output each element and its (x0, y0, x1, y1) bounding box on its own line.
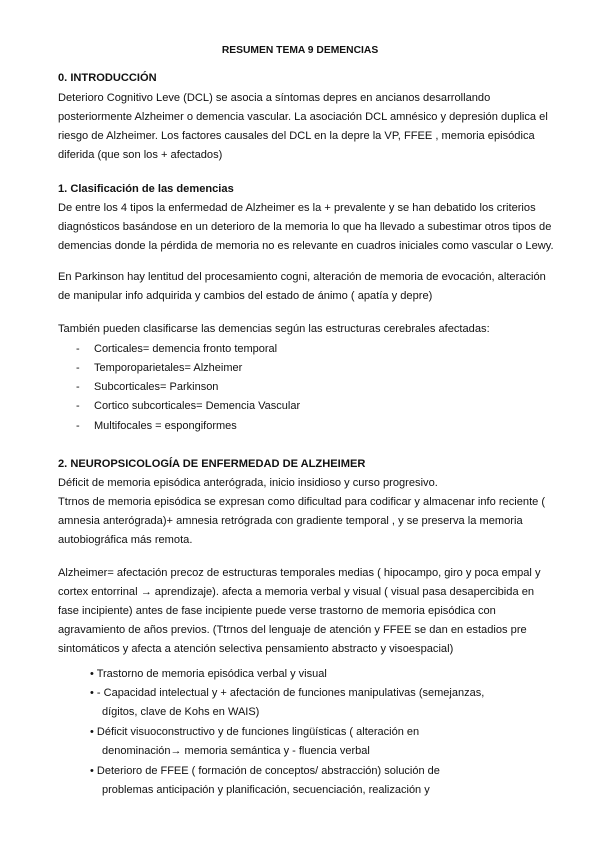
list-item: Cortico subcorticales= Demencia Vascular (94, 400, 301, 412)
list-item: Corticales= demencia fronto temporal (94, 343, 278, 355)
paragraph-line: Alzheimer= afectación precoz de estructuras temporales medias ( hipocampo, giro y poca empal y (58, 567, 541, 579)
paragraph-line: Deterioro Cognitivo Leve (DCL) se asocia a síntomas depres en ancianos desarrollando (58, 92, 491, 104)
paragraph-line: posteriormente Alzheimer o demencia vascular. La asociación DCL amnésico y depresión duplica el (58, 111, 548, 123)
dash-marker: - (76, 400, 80, 412)
paragraph-line: diferida (que son los + afectados) (58, 149, 223, 161)
bullet-item: • Déficit visuoconstructivo y de funciones lingüísticas ( alteración en (90, 726, 420, 738)
bullet-item: • Deterioro de FFEE ( formación de conceptos/ abstracción) solución de (90, 765, 440, 777)
dash-marker: - (76, 420, 80, 432)
paragraph-line: Ttrnos de memoria episódica se expresan como dificultad para codificar y almacenar info reciente ( (58, 496, 546, 508)
paragraph-line: de manipular info adquirida y cambios del estado de ánimo ( apatía y depre) (58, 290, 433, 302)
bullet-item-continuation: denominación→ memoria semántica y - fluencia verbal (102, 745, 370, 757)
paragraph-line: Déficit de memoria episódica anterógrada, inicio insidioso y curso progresivo. (58, 477, 438, 489)
dash-marker: - (76, 343, 80, 355)
document-title: RESUMEN TEMA 9 DEMENCIAS (221, 45, 379, 56)
bullet-item-continuation: dígitos, clave de Kohs en WAIS) (102, 706, 260, 718)
list-item: Temporoparietales= Alzheimer (94, 362, 243, 374)
section-1-heading: 1. Clasificación de las demencias (58, 183, 234, 195)
paragraph-line: agravamiento de años previos. (Ttrnos del lenguaje de atención y FFEE se dan en estadios pre (58, 624, 527, 636)
paragraph-line: diagnósticos basándose en un deterioro de la memoria lo que ha llevado a subestimar otros tipos de (58, 221, 552, 233)
bullet-item-continuation: problemas anticipación y planificación, secuenciación, realización y (102, 784, 430, 796)
list-item: Multifocales = espongiformes (94, 420, 237, 432)
bullet-item: • Trastorno de memoria episódica verbal y visual (90, 668, 327, 680)
section-2-heading: 2. NEUROPSICOLOGÍA DE ENFERMEDAD DE ALZHEIMER (58, 458, 366, 470)
paragraph-line: amnesia anterógrada)+ amnesia retrógrada con gradiente temporal , y se preserva la memoria (58, 515, 523, 527)
dash-marker: - (76, 381, 80, 393)
list-item: Subcorticales= Parkinson (94, 381, 219, 393)
paragraph-line: autobiográfica más remota. (58, 534, 193, 546)
bullet-item: • - Capacidad intelectual y + afectación de funciones manipulativas (semejanzas, (90, 687, 485, 699)
paragraph-line: De entre los 4 tipos la enfermedad de Alzheimer es la + prevalente y se han debatido los criterios (58, 202, 536, 214)
paragraph-line: En Parkinson hay lentitud del procesamiento cogni, alteración de memoria de evocación, alteración (58, 271, 546, 283)
paragraph-line: sintomáticos y afecta a atención selectiva pensamiento abstracto y visoespacial) (58, 643, 454, 655)
paragraph-line: fase incipiente) antes de fase incipiente puede verse trastorno de memoria episódica con (58, 605, 496, 617)
paragraph-line: demencias donde la pérdida de memoria no es relevante en cuadros iniciales como vascular o Lewy. (58, 240, 554, 252)
paragraph-line: cortex entorrinal → aprendizaje). afecta a memoria verbal y visual ( visual pasa desapercibida en (58, 586, 535, 598)
paragraph-line: También pueden clasificarse las demencias según las estructuras cerebrales afectadas: (58, 323, 490, 335)
paragraph-line: riesgo de Alzheimer. Los factores causales del DCL en la depre la VP, FFEE , memoria episódica (58, 130, 535, 142)
dash-marker: - (76, 362, 80, 374)
section-0-heading: 0. INTRODUCCIÓN (58, 72, 157, 84)
